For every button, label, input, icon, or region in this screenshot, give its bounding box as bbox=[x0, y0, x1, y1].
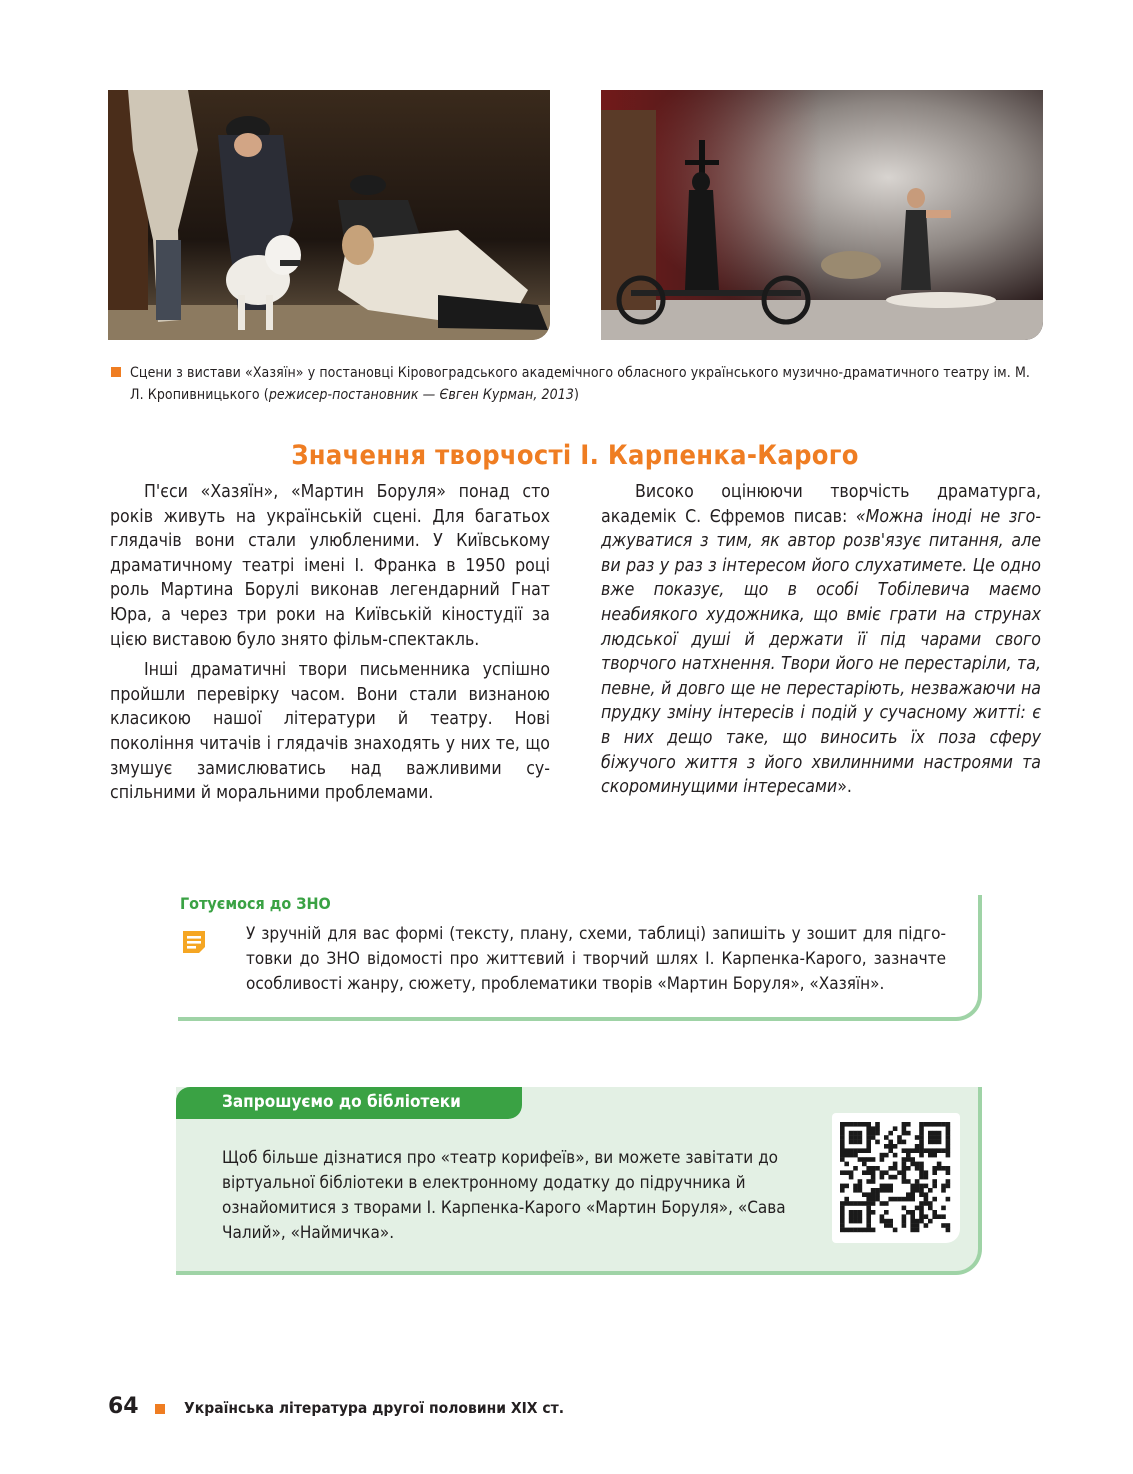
paragraph: П'єси «Хазяїн», «Мартин Боруля» понад сто років живуть на українській сцені. Для багатьох глядачів вони стали улюбленими. У Київському драматичному театрі імені І. Франка в 1950 році роль Мартина Борулі виконав легендарний Гнат Юра, а через три роки на Київській кіностудії за цією виставою було знято фільм-спектакль. bbox=[110, 482, 550, 650]
paragraph: Інші драматичні твори письменника успішно пройшли перевірку часом. Вони стали визнаною класикою нашої літератури й театру. Нові покоління читачів і глядачів знаходять у них те, що змушує замислюватись над важливими суспільними й моральними проблемами. bbox=[110, 660, 550, 804]
zno-heading: Готуємося до ЗНО bbox=[180, 894, 331, 913]
left-column bbox=[110, 480, 550, 812]
zno-text: У зручній для вас формі (тексту, плану, схеми, таблиці) запишіть у зошит для підготовки до ЗНО відомості про життєвий і творчий шлях І. Карпенка-Карого, зазначте особливості жанру, сюжету, проблематики творів «Мартин Боруля», «Хазяїн». bbox=[246, 924, 946, 994]
photo-scene-cross bbox=[601, 90, 1043, 340]
section-title: Значення творчості І. Карпенка-Карого bbox=[291, 440, 859, 471]
library-text: Щоб більше дізнатися про «театр корифеїв», ви можете завітати до віртуальної бібліотеки в електронному додатку до підручника й ознайомитися з творами І. Карпенка-Карого «Мартин Боруля», «Сава Чалий», «Наймичка». bbox=[222, 1148, 786, 1243]
footer-bullet bbox=[155, 1404, 165, 1414]
library-heading: Запрошуємо до бібліотеки bbox=[222, 1092, 461, 1112]
photo-scene-lamb bbox=[108, 90, 550, 340]
qr-code[interactable] bbox=[832, 1113, 960, 1243]
running-footer: Українська література другої половини XIX ст. bbox=[184, 1399, 565, 1417]
right-column bbox=[601, 480, 1041, 806]
page-number: 64 bbox=[108, 1394, 139, 1419]
caption-bullet bbox=[111, 367, 121, 377]
paragraph: Високо оцінюючи творчість драматурга, академік С. Єфремов писав: «Можна іноді не згоджуватися з тим, як автор розв'язує питання, але ви раз у раз з інтересом його слухатимете. Це одно вже показує, що в особі Тобілевича маємо неабиякого художника, що вміє грати на струнах людської душі й держати її під чарами свого творчого натхнення. Твори його не перестаріли, та, певне, й довго ще не перестаріють, незважаючи на прудку зміну інтересів і подій у сучасному житті: є в них дещо таке, що виносить їх поза сферу біжучого життя з його хвилинними настроями та скороминущими інтересами». bbox=[601, 482, 1041, 798]
note-icon bbox=[180, 928, 208, 956]
photo-caption: Сцени з вистави «Хазяїн» у постановці Кіровоградського академічного обласного українського музично-драматичного театру ім. М. Л. Кропивницького (режисер-постановник — Євген Курман, 2013) bbox=[130, 365, 1031, 403]
efremov-quote: «Можна іноді не згоджуватися з тим, як автор розв'язує питання, але ви раз у раз з інтересом його слухатимете. Це одно вже показує, що в особі Тобілевича маємо неабиякого художника, що вміє грати на струнах людської душі й держати її під чарами свого творчого натхнення. Твори його не перестаріли, та, певне, й довго ще не перестаріють, незважаючи на прудку зміну інтересів і подій у сучасному житті: є в них дещо таке, що виносить їх поза сферу біжучого життя з його хвилинними настроями та скороминущими інтересами bbox=[601, 506, 1041, 798]
